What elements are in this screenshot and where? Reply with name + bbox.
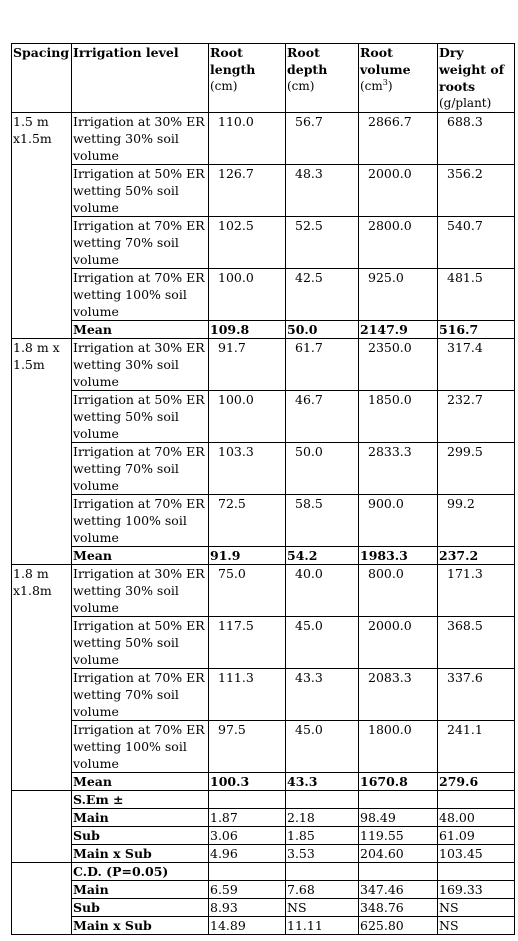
- root-length-cell: 91.7: [209, 339, 286, 391]
- mean-label: Mean: [72, 321, 209, 339]
- root-depth-cell: 61.7: [286, 339, 359, 391]
- stats-length-cell: 3.06: [209, 827, 286, 845]
- mean-volume-cell: 1983.3: [359, 547, 438, 565]
- table-row: [12, 443, 515, 495]
- header-root-length: [209, 44, 286, 113]
- stats-row: [12, 827, 515, 845]
- root-length-cell: 103.3: [209, 443, 286, 495]
- root-length-cell: 97.5: [209, 721, 286, 773]
- irrigation-level-cell: Irrigation at 30% ER wetting 30% soil volume: [72, 113, 209, 165]
- stats-length-cell: 14.89: [209, 917, 286, 935]
- stats-heading-empty-cell: [286, 791, 359, 809]
- stats-depth-cell: NS: [286, 899, 359, 917]
- stats-heading-empty-cell: [209, 863, 286, 881]
- root-weight-cell: 232.7: [438, 391, 515, 443]
- root-volume-cell: 800.0: [359, 565, 438, 617]
- table-body-stats: [12, 791, 515, 935]
- mean-weight-cell: 516.7: [438, 321, 515, 339]
- root-volume-cell: 2833.3: [359, 443, 438, 495]
- stats-length-cell: 1.87: [209, 809, 286, 827]
- stats-weight-cell: 103.45: [438, 845, 515, 863]
- root-depth-cell: 52.5: [286, 217, 359, 269]
- stats-volume-cell: 204.60: [359, 845, 438, 863]
- stats-label: Sub: [72, 827, 209, 845]
- irrigation-level-cell: Irrigation at 50% ER wetting 50% soil volume: [72, 391, 209, 443]
- irrigation-level-cell: Irrigation at 70% ER wetting 70% soil volume: [72, 669, 209, 721]
- stats-volume-cell: 348.76: [359, 899, 438, 917]
- stats-volume-cell: 347.46: [359, 881, 438, 899]
- irrigation-level-cell: Irrigation at 70% ER wetting 100% soil volume: [72, 495, 209, 547]
- table-row: [12, 391, 515, 443]
- root-volume-cell: 2083.3: [359, 669, 438, 721]
- header-root-length-unit: (cm): [210, 79, 238, 93]
- irrigation-level-cell: Irrigation at 70% ER wetting 70% soil volume: [72, 217, 209, 269]
- root-volume-cell: 2000.0: [359, 165, 438, 217]
- stats-heading-empty-cell: [438, 791, 515, 809]
- root-volume-cell: 1800.0: [359, 721, 438, 773]
- header-root-depth-unit: (cm): [287, 79, 315, 93]
- header-root-volume: [359, 44, 438, 113]
- stats-volume-cell: 119.55: [359, 827, 438, 845]
- table-row: [12, 217, 515, 269]
- mean-depth-cell: 54.2: [286, 547, 359, 565]
- table-row: [12, 269, 515, 321]
- stats-heading-empty-cell: [209, 791, 286, 809]
- header-root-volume-unit-sup: 3: [382, 78, 388, 87]
- stats-row: [12, 917, 515, 935]
- stats-weight-cell: 61.09: [438, 827, 515, 845]
- table-row: [12, 565, 515, 617]
- stats-volume-cell: 625.80: [359, 917, 438, 935]
- root-weight-cell: 99.2: [438, 495, 515, 547]
- root-volume-cell: 2866.7: [359, 113, 438, 165]
- stats-length-cell: 6.59: [209, 881, 286, 899]
- table-row: [12, 495, 515, 547]
- root-length-cell: 75.0: [209, 565, 286, 617]
- root-depth-cell: 42.5: [286, 269, 359, 321]
- irrigation-level-cell: Irrigation at 70% ER wetting 100% soil volume: [72, 721, 209, 773]
- table-body-groups: [12, 113, 515, 791]
- stats-depth-cell: 3.53: [286, 845, 359, 863]
- stats-heading-empty-cell: [438, 863, 515, 881]
- root-weight-cell: 337.6: [438, 669, 515, 721]
- mean-weight-cell: 279.6: [438, 773, 515, 791]
- header-root-volume-title: Root volume: [360, 45, 411, 77]
- spacing-cell: 1.5 m x1.5m: [12, 113, 72, 339]
- root-volume-cell: 2000.0: [359, 617, 438, 669]
- mean-label: Mean: [72, 547, 209, 565]
- stats-row: [12, 845, 515, 863]
- root-length-cell: 117.5: [209, 617, 286, 669]
- mean-weight-cell: 237.2: [438, 547, 515, 565]
- root-volume-cell: 1850.0: [359, 391, 438, 443]
- root-weight-cell: 171.3: [438, 565, 515, 617]
- irrigation-level-cell: Irrigation at 30% ER wetting 30% soil volume: [72, 339, 209, 391]
- stats-volume-cell: 98.49: [359, 809, 438, 827]
- spacing-cell: 1.8 m x 1.5m: [12, 339, 72, 565]
- stats-depth-cell: 11.11: [286, 917, 359, 935]
- irrigation-level-cell: Irrigation at 50% ER wetting 50% soil volume: [72, 165, 209, 217]
- header-row: [12, 44, 515, 113]
- root-weight-cell: 688.3: [438, 113, 515, 165]
- stats-heading-empty-cell: [359, 863, 438, 881]
- stats-blank-cell: [12, 791, 72, 863]
- irrigation-level-cell: Irrigation at 70% ER wetting 100% soil volume: [72, 269, 209, 321]
- header-spacing: [12, 44, 72, 113]
- stats-row: [12, 809, 515, 827]
- table-row: [12, 339, 515, 391]
- root-volume-cell: 900.0: [359, 495, 438, 547]
- irrigation-level-cell: Irrigation at 70% ER wetting 70% soil volume: [72, 443, 209, 495]
- stats-heading-row: [12, 863, 515, 881]
- root-depth-cell: 43.3: [286, 669, 359, 721]
- stats-label: Main: [72, 809, 209, 827]
- header-root-volume-unit: [360, 78, 436, 95]
- stats-label: Main: [72, 881, 209, 899]
- root-data-table: [11, 43, 515, 935]
- stats-label: Main x Sub: [72, 917, 209, 935]
- root-length-cell: 100.0: [209, 269, 286, 321]
- root-length-cell: 126.7: [209, 165, 286, 217]
- root-depth-cell: 40.0: [286, 565, 359, 617]
- root-length-cell: 100.0: [209, 391, 286, 443]
- stats-weight-cell: NS: [438, 899, 515, 917]
- stats-heading-empty-cell: [286, 863, 359, 881]
- root-depth-cell: 58.5: [286, 495, 359, 547]
- table-row: [12, 113, 515, 165]
- stats-length-cell: 4.96: [209, 845, 286, 863]
- stats-weight-cell: 169.33: [438, 881, 515, 899]
- stats-length-cell: 8.93: [209, 899, 286, 917]
- table-row: [12, 165, 515, 217]
- header-root-volume-unit-base: (cm: [360, 79, 383, 93]
- header-irrigation-level-title: Irrigation level: [73, 45, 179, 60]
- root-depth-cell: 56.7: [286, 113, 359, 165]
- header-root-depth: [286, 44, 359, 113]
- stats-heading-row: [12, 791, 515, 809]
- stats-heading: C.D. (P=0.05): [72, 863, 209, 881]
- stats-row: [12, 881, 515, 899]
- header-dry-weight: [438, 44, 515, 113]
- header-root-volume-unit-end: ): [387, 79, 393, 93]
- root-weight-cell: 241.1: [438, 721, 515, 773]
- root-weight-cell: 356.2: [438, 165, 515, 217]
- root-weight-cell: 481.5: [438, 269, 515, 321]
- stats-heading: S.Em ±: [72, 791, 209, 809]
- mean-label: Mean: [72, 773, 209, 791]
- stats-depth-cell: 2.18: [286, 809, 359, 827]
- root-length-cell: 102.5: [209, 217, 286, 269]
- mean-length-cell: 109.8: [209, 321, 286, 339]
- root-volume-cell: 925.0: [359, 269, 438, 321]
- stats-weight-cell: 48.00: [438, 809, 515, 827]
- stats-blank-cell: [12, 863, 72, 935]
- root-volume-cell: 2350.0: [359, 339, 438, 391]
- mean-row: [12, 321, 515, 339]
- root-weight-cell: 540.7: [438, 217, 515, 269]
- stats-label: Main x Sub: [72, 845, 209, 863]
- mean-volume-cell: 1670.8: [359, 773, 438, 791]
- mean-row: [12, 547, 515, 565]
- root-weight-cell: 299.5: [438, 443, 515, 495]
- header-root-length-title: Root length: [210, 45, 256, 77]
- root-depth-cell: 48.3: [286, 165, 359, 217]
- header-irrigation-level: [72, 44, 209, 113]
- stats-depth-cell: 7.68: [286, 881, 359, 899]
- root-depth-cell: 50.0: [286, 443, 359, 495]
- mean-volume-cell: 2147.9: [359, 321, 438, 339]
- root-depth-cell: 45.0: [286, 721, 359, 773]
- irrigation-level-cell: Irrigation at 50% ER wetting 50% soil volume: [72, 617, 209, 669]
- table-row: [12, 617, 515, 669]
- root-length-cell: 72.5: [209, 495, 286, 547]
- root-weight-cell: 317.4: [438, 339, 515, 391]
- table-row: [12, 669, 515, 721]
- table-row: [12, 721, 515, 773]
- header-root-depth-title: Root depth: [287, 45, 328, 77]
- mean-row: [12, 773, 515, 791]
- mean-depth-cell: 43.3: [286, 773, 359, 791]
- header-dry-weight-title: Dry weight of roots: [439, 45, 505, 94]
- stats-row: [12, 899, 515, 917]
- root-weight-cell: 368.5: [438, 617, 515, 669]
- header-dry-weight-unit: (g/plant): [439, 96, 492, 110]
- root-depth-cell: 46.7: [286, 391, 359, 443]
- mean-depth-cell: 50.0: [286, 321, 359, 339]
- root-data-table-container: [11, 43, 514, 935]
- mean-length-cell: 100.3: [209, 773, 286, 791]
- header-spacing-title: Spacing: [13, 45, 70, 60]
- irrigation-level-cell: Irrigation at 30% ER wetting 30% soil volume: [72, 565, 209, 617]
- root-length-cell: 110.0: [209, 113, 286, 165]
- stats-label: Sub: [72, 899, 209, 917]
- root-length-cell: 111.3: [209, 669, 286, 721]
- stats-depth-cell: 1.85: [286, 827, 359, 845]
- spacing-cell: 1.8 m x1.8m: [12, 565, 72, 791]
- root-volume-cell: 2800.0: [359, 217, 438, 269]
- stats-heading-empty-cell: [359, 791, 438, 809]
- stats-weight-cell: NS: [438, 917, 515, 935]
- mean-length-cell: 91.9: [209, 547, 286, 565]
- root-depth-cell: 45.0: [286, 617, 359, 669]
